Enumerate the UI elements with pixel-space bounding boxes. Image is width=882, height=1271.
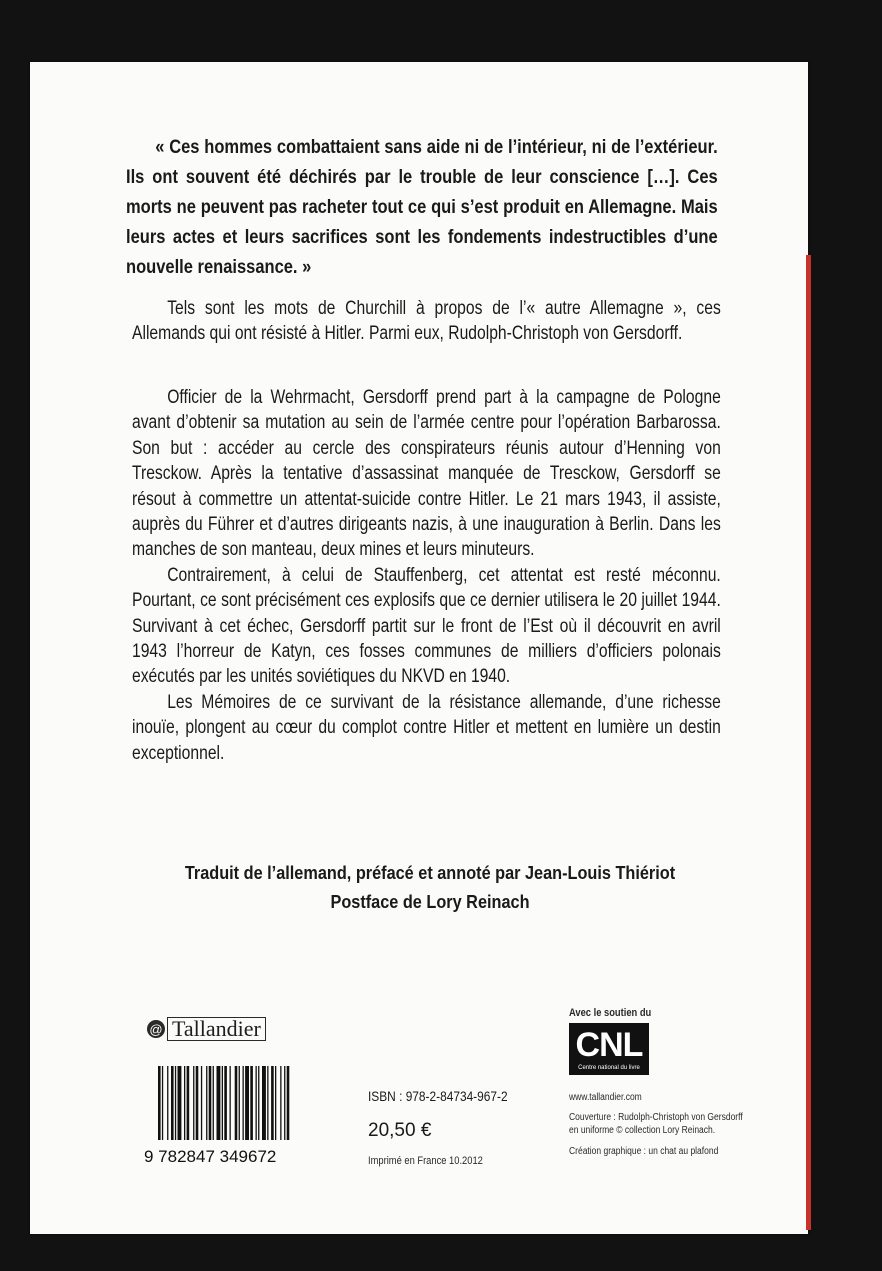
barcode-bar [158,1066,161,1140]
translation-credits [157,858,703,916]
isbn-text: ISBN : 978-2-84734-967-2 [368,1088,508,1104]
barcode-bar [280,1066,281,1140]
publisher-icon: @ [147,1020,165,1038]
paragraph-3: Contrairement, à celui de Stauffenberg, cet attentat est resté méconnu. Pourtant, ce sont précisément ces explosifs que ce dernier utilisera le 20 juillet 1944. Survivant à cet échec, Gersdorff partit sur le front de l’Est où il découvrit en avril 1943 l’horreur de Katyn, ces fosses communes de milliers d’officiers polonais exécutés par les unités soviétiques du NKVD en 1940. [132,563,721,688]
barcode-bar [224,1066,227,1140]
barcode-bar [196,1066,199,1140]
barcode-bar [275,1066,276,1140]
paragraph-2: Officier de la Wehrmacht, Gersdorff prend part à la campagne de Pologne avant d’obtenir sa mutation au sein de l’armée centre pour l’opération Barbarossa. Son but : accéder au cercle des conspirateurs réunis autour d’Henning von Tresckow. Après la tentative d’assassinat manquée de Tresckow, Gersdorff se résout à commettre un attentat-suicide contre Hitler. Le 21 mars 1943, il assiste, auprès du Führer et d’autres dirigeants nazis, à une inauguration à Berlin. Dans les manches de son manteau, deux mines et leurs minuteurs. [132,386,721,561]
barcode-bar [287,1066,290,1140]
paragraph-1: Tels sont les mots de Churchill à propos de l’« autre Allemagne », ces Allemands qui ont résisté à Hitler. Parmi eux, Rudolph-Christoph von Gersdorff. [132,297,721,345]
intro-paragraph [132,296,721,347]
barcode-bar [243,1066,244,1140]
barcode-bar [213,1066,214,1140]
barcode-bar [250,1066,253,1140]
publisher-logo [147,1016,266,1042]
translator-credit: Traduit de l’allemand, préfacé et annoté par Jean-Louis Thiériot [184,862,676,883]
barcode-bar [184,1066,185,1140]
cnl-logo-text: CNL [575,1026,643,1064]
barcode-bar [222,1066,223,1140]
cover-credit-line2: en uniforme © collection Lory Reinach. [569,1125,716,1136]
cover-credit-line1: Couverture : Rudolph-Christoph von Gersdorff [569,1112,743,1123]
barcode-bar [201,1066,202,1140]
barcode-bar [230,1066,231,1140]
isbn-barcode [140,1066,344,1166]
churchill-quote [126,133,718,283]
red-spine-edge [806,255,811,1230]
barcode-digits: 9 782847 349672 [144,1147,277,1166]
paragraph-4: Les Mémoires de ce survivant de la résistance allemande, d’une richesse inouïe, plongent au cœur du complot contre Hitler et mettent en lumière un destin exceptionnel. [132,690,721,764]
barcode-bar [235,1066,238,1140]
design-credit: Création graphique : un chat au plafond [569,1146,719,1157]
barcode-bar [206,1066,207,1140]
barcode-bar [193,1066,194,1140]
quote-text: « Ces hommes combattaient sans aide ni de l’intérieur, ni de l’extérieur. Ils ont souvent été déchirés par le trouble de leur conscience […]. Ces morts ne peuvent pas racheter tout ce qui s’est produit en Allemagne. Mais leurs actes et leurs sacrifices sont les fondements indestructibles d’une nouvelle renaissance. » [126,137,718,278]
cnl-support-label: Avec le soutien du [569,1007,652,1019]
barcode-bar [162,1066,163,1140]
barcode-bar [239,1066,240,1140]
barcode-bar [262,1066,266,1140]
printed-text: Imprimé en France 10.2012 [368,1155,483,1167]
barcode-bar [187,1066,190,1140]
barcode-bar [209,1066,212,1140]
price-text: 20,50 € [368,1120,432,1141]
barcode-bar [284,1066,285,1140]
website-text: www.tallandier.com [569,1092,642,1103]
publisher-name: Tallandier [167,1017,266,1041]
cnl-logo-subtitle: Centre national du livre [578,1065,640,1071]
barcode-bar [167,1066,168,1140]
barcode-bar [175,1066,176,1140]
barcode-bar [245,1066,249,1140]
barcode-bar [217,1066,221,1140]
barcode-bar [171,1066,174,1140]
barcode-bar [258,1066,259,1140]
cnl-logo [569,1023,649,1075]
barcode-bar [267,1066,268,1140]
barcode-bar [178,1066,182,1140]
barcode-bar [271,1066,274,1140]
body-paragraphs [132,385,721,766]
barcode-bar [256,1066,257,1140]
postface-credit: Postface de Lory Reinach [330,891,530,912]
